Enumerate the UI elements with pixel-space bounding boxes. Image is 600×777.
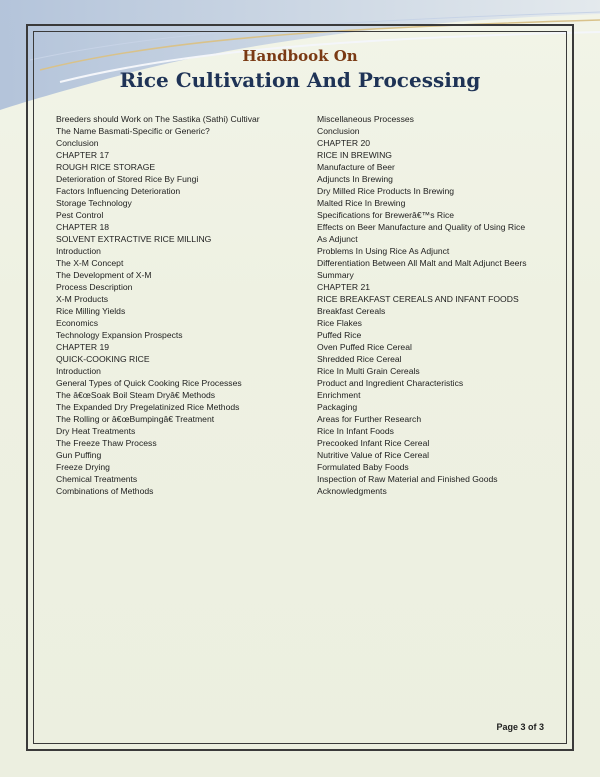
- toc-entry: QUICK-COOKING RICE: [56, 354, 150, 364]
- page-number: Page 3 of 3: [496, 722, 544, 732]
- toc-entry: Conclusion: [317, 126, 360, 136]
- toc-entry: Specifications for Brewerâ€™s Rice: [317, 210, 455, 220]
- toc-entry: Rice Milling Yields: [56, 306, 126, 316]
- toc-entry: CHAPTER 18: [56, 222, 110, 232]
- toc-entry: Rice Flakes: [317, 318, 362, 328]
- toc-entry: Deterioration of Stored Rice By Fungi: [56, 174, 199, 184]
- toc-entry: Problems In Using Rice As Adjunct: [317, 246, 450, 256]
- toc-entry: X-M Products: [56, 294, 109, 304]
- toc-entry: Inspection of Raw Material and Finished Goods: [317, 474, 498, 484]
- toc-right-column: [317, 113, 567, 497]
- toc-entry: Rice In Infant Foods: [317, 426, 394, 436]
- toc-entry: RICE IN BREWING: [317, 150, 392, 160]
- toc-entry: As Adjunct: [317, 234, 358, 244]
- toc-entry: Enrichment: [317, 390, 361, 400]
- toc-entry: Freeze Drying: [56, 462, 110, 472]
- toc-entry: Areas for Further Research: [317, 414, 422, 424]
- toc-entry: Formulated Baby Foods: [317, 462, 409, 472]
- toc-entry: ROUGH RICE STORAGE: [56, 162, 156, 172]
- toc-entry: Conclusion: [56, 138, 99, 148]
- toc-left-column: [56, 113, 308, 497]
- toc-entry: CHAPTER 21: [317, 282, 371, 292]
- toc-entry: Dry Heat Treatments: [56, 426, 136, 436]
- toc-entry: SOLVENT EXTRACTIVE RICE MILLING: [56, 234, 212, 244]
- toc-entry: Combinations of Methods: [56, 486, 154, 496]
- handbook-subtitle: Handbook On: [242, 47, 358, 65]
- toc-entry: CHAPTER 19: [56, 342, 110, 352]
- toc-entry: Introduction: [56, 246, 101, 256]
- document-header: [33, 46, 567, 94]
- toc-entry: Miscellaneous Processes: [317, 114, 414, 124]
- toc-entry: The Freeze Thaw Process: [56, 438, 157, 448]
- toc-entry: Storage Technology: [56, 198, 132, 208]
- toc-entry: Acknowledgments: [317, 486, 387, 496]
- toc-entry: Introduction: [56, 366, 101, 376]
- toc-entry: Effects on Beer Manufacture and Quality of Using Rice: [317, 222, 526, 232]
- toc-entry: Process Description: [56, 282, 133, 292]
- toc-entry: Summary: [317, 270, 354, 280]
- toc-entry: The Rolling or â€œBumpingâ€ Treatment: [56, 414, 215, 424]
- toc-entry: Technology Expansion Prospects: [56, 330, 183, 340]
- toc-entry: Oven Puffed Rice Cereal: [317, 342, 412, 352]
- toc-entry: The Development of X-M: [56, 270, 152, 280]
- toc-entry: The â€œSoak Boil Steam Dryâ€ Methods: [56, 390, 216, 400]
- toc-entry: Nutritive Value of Rice Cereal: [317, 450, 430, 460]
- toc-entry: Manufacture of Beer: [317, 162, 395, 172]
- toc-entry: Rice In Multi Grain Cereals: [317, 366, 420, 376]
- toc-entry: The Expanded Dry Pregelatinized Rice Methods: [56, 402, 240, 412]
- toc-entry: Economics: [56, 318, 99, 328]
- toc-entry: Chemical Treatments: [56, 474, 138, 484]
- toc-entry: Product and Ingredient Characteristics: [317, 378, 464, 388]
- toc-entry: Shredded Rice Cereal: [317, 354, 402, 364]
- toc-entry: RICE BREAKFAST CEREALS AND INFANT FOODS: [317, 294, 519, 304]
- toc-entry: Malted Rice In Brewing: [317, 198, 406, 208]
- toc-entry: Dry Milled Rice Products In Brewing: [317, 186, 455, 196]
- toc-entry: Factors Influencing Deterioration: [56, 186, 181, 196]
- toc-entry: Adjuncts In Brewing: [317, 174, 393, 184]
- document-title: Rice Cultivation And Processing: [119, 68, 481, 92]
- toc-entry: CHAPTER 17: [56, 150, 110, 160]
- toc-entry: Precooked Infant Rice Cereal: [317, 438, 430, 448]
- toc-entry: General Types of Quick Cooking Rice Processes: [56, 378, 242, 388]
- toc-entry: Packaging: [317, 402, 358, 412]
- toc-entry: The Name Basmati-Specific or Generic?: [56, 126, 210, 136]
- toc-entry: Gun Puffing: [56, 450, 102, 460]
- toc-entry: Pest Control: [56, 210, 104, 220]
- toc-entry: Breeders should Work on The Sastika (Sathi) Cultivar: [56, 114, 260, 124]
- toc-entry: The X-M Concept: [56, 258, 124, 268]
- toc-entry: Breakfast Cereals: [317, 306, 386, 316]
- toc-entry: Differentiation Between All Malt and Malt Adjunct Beers: [317, 258, 527, 268]
- toc-entry: Puffed Rice: [317, 330, 362, 340]
- toc-entry: CHAPTER 20: [317, 138, 371, 148]
